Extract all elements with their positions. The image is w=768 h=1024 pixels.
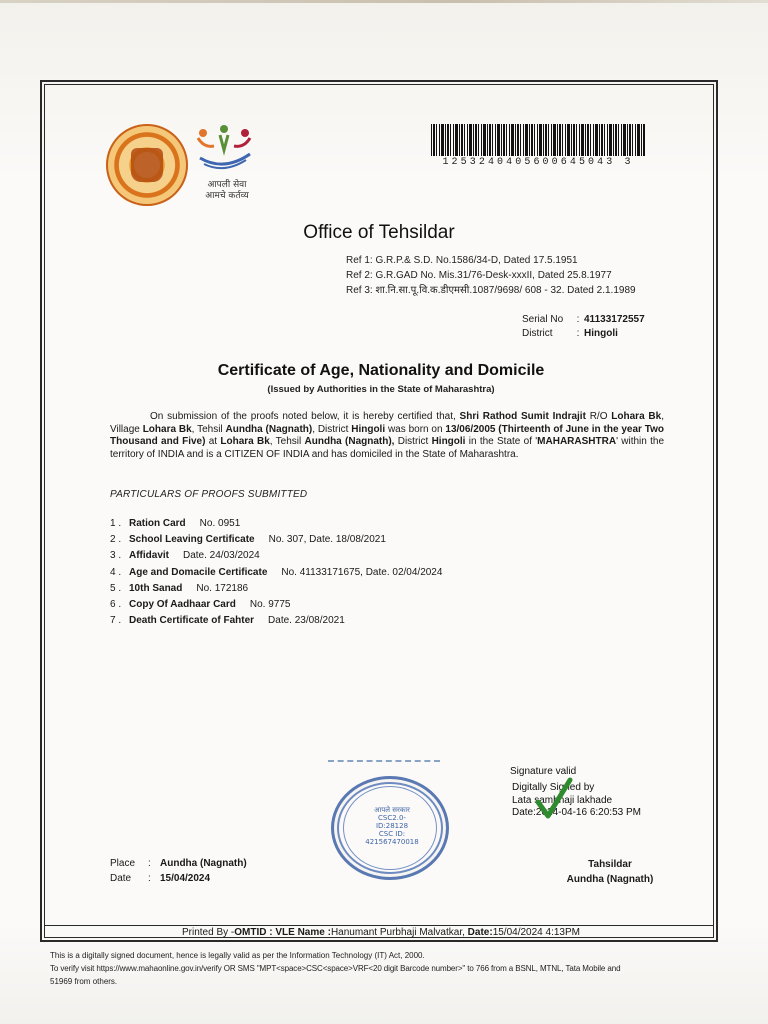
footer-note <box>50 949 722 988</box>
reference-line: Ref 2: G.R.GAD No. Mis.31/76-Desk-xxxII, Dated 25.8.1977 <box>346 270 612 281</box>
proof-number: 6 . <box>110 599 122 611</box>
birth-district: Hingoli <box>431 436 466 447</box>
seal-line: CSC2.0-ID:28128 <box>375 814 409 830</box>
proof-detail: Date. 24/03/2024 <box>183 550 260 562</box>
proof-detail: No. 41133171675, Date. 02/04/2024 <box>281 566 443 578</box>
authority-title: Tahsildar <box>588 859 632 870</box>
paper-top-edge <box>0 0 768 3</box>
tehsil-name: Aundha (Nagnath) <box>225 423 313 435</box>
signature-line: Date:2024-04-16 6:20:53 PM <box>512 807 641 818</box>
printed-prefix: Printed By - <box>182 927 235 938</box>
footer-line: 51969 from others. <box>50 977 118 986</box>
colon: : <box>148 873 151 884</box>
body-text: , District <box>312 423 352 435</box>
footer-line: This is a digitally signed document, hence is legally valid as per the Information Technology (IT) Act, 2000. <box>50 951 425 960</box>
seal-text <box>365 806 419 856</box>
place-value: Aundha (Nagnath) <box>160 858 247 869</box>
proof-name: School Leaving Certificate <box>129 534 255 546</box>
proof-name: Ration Card <box>129 518 186 529</box>
signature-valid-label: Signature valid <box>510 766 577 777</box>
body-text: , Tehsil <box>269 436 305 447</box>
place-date-block <box>110 856 247 886</box>
omtid-label: OMTID : VLE Name : <box>234 927 331 938</box>
barcode-number: 1253240405600645043 3 <box>442 157 634 168</box>
list-item <box>110 581 442 597</box>
proof-name: 10th Sanad <box>129 582 183 594</box>
seal-line: आपले सरकार <box>374 806 410 814</box>
reference-line: Ref 3: शा.नि.सा.पू.वि.क.डीएमसी.1087/9698/ 608 - 32. Dated 2.1.1989 <box>346 285 636 296</box>
colon: : <box>148 858 151 869</box>
birth-tehsil: Aundha (Nagnath), <box>304 436 395 447</box>
barcode-icon <box>431 124 645 156</box>
proof-detail: No. 9775 <box>249 599 291 611</box>
colon: : <box>576 328 580 339</box>
proof-number: 4 . <box>110 566 122 578</box>
body-text: , Tehsil <box>191 423 226 435</box>
state-name: MAHARASHTRA <box>537 436 617 447</box>
print-date-label: Date: <box>467 927 493 938</box>
digital-signature <box>512 782 641 820</box>
body-text: District <box>394 436 432 447</box>
printed-by-bar <box>44 925 714 938</box>
birth-place: Lohara Bk <box>220 436 270 447</box>
village-name: Lohara Bk <box>142 423 192 435</box>
proof-name: Affidavit <box>129 550 169 562</box>
list-item <box>110 597 442 613</box>
proof-detail: No. 172186 <box>196 582 249 594</box>
proof-detail: Date. 23/08/2021 <box>268 615 345 627</box>
body-text: , Village <box>110 411 664 435</box>
signature-check-icon <box>534 776 574 822</box>
list-item <box>110 516 442 532</box>
seva-tagline-line2: आमचे कर्तव्य <box>205 191 249 201</box>
seva-tagline-line1: आपली सेवा <box>207 180 247 190</box>
holder-name: Shri Rathod Sumit Indrajit <box>459 411 586 422</box>
body-text: ' within the territory of INDIA and is a CITIZEN OF INDIA and has domiciled in the State of Maharashtra. <box>110 436 665 460</box>
proof-number: 7 . <box>110 615 122 627</box>
footer-line: To verify visit https://www.mahaonline.gov.in/verify OR SMS "MPT<space>CSC<space>VRF<20 digit Barcode number>" to 766 from a BSNL, MTNL, Tata Mobile and <box>50 964 621 973</box>
reference-line: Ref 1: G.R.P.& S.D. No.1586/34-D, Dated 17.5.1951 <box>346 255 578 266</box>
residence-place: Lohara Bk <box>611 411 662 422</box>
emblem-seal-center <box>131 148 163 182</box>
print-date-value: 15/04/2024 4:13PM <box>492 927 580 938</box>
date-of-birth: 13/06/2005 (Thirteenth of June in the year Two Thousand and Five) <box>110 423 664 447</box>
proofs-list <box>110 516 442 629</box>
signature-line: Lata sambhaji lakhade <box>512 794 613 806</box>
date-label: Date <box>110 873 132 884</box>
proof-name: Death Certificate of Fahter <box>129 615 255 627</box>
list-item <box>110 565 442 581</box>
seal-line: 421567470018 <box>365 838 419 846</box>
certificate-body <box>110 411 664 461</box>
reference-list <box>346 253 636 298</box>
serial-label: Serial No <box>522 314 564 325</box>
proof-detail: No. 0951 <box>199 518 241 529</box>
certificate-title: Certificate of Age, Nationality and Domicile <box>217 362 545 379</box>
colon: : <box>576 314 580 325</box>
certificate-subtitle: (Issued by Authorities in the State of Maharashtra) <box>267 384 495 395</box>
proof-number: 5 . <box>110 582 122 594</box>
seal-line: CSC ID: <box>378 830 406 838</box>
district-label: District <box>522 328 553 339</box>
body-text: in the State of ' <box>465 436 538 447</box>
proof-name: Age and Domacile Certificate <box>129 566 268 578</box>
list-item <box>110 548 442 564</box>
proof-number: 2 . <box>110 534 122 546</box>
serial-block <box>522 313 645 341</box>
authority-location: Aundha (Nagnath) <box>566 874 654 885</box>
list-item <box>110 532 442 548</box>
signature-line: Digitally Signed by <box>512 782 595 793</box>
seva-tagline <box>199 180 255 202</box>
serial-value: 41133172557 <box>584 314 645 325</box>
district-name: Hingoli <box>351 423 386 435</box>
proof-detail: No. 307, Date. 18/08/2021 <box>268 534 386 546</box>
date-value: 15/04/2024 <box>160 873 211 884</box>
proof-number: 1 . <box>110 518 122 529</box>
proof-number: 3 . <box>110 550 122 562</box>
body-text: On submission of the proofs noted below, it is hereby certified that, <box>150 411 460 422</box>
place-label: Place <box>110 858 136 869</box>
body-text: R/O <box>585 411 612 422</box>
vle-name: Hanumant Purbhaji Malvatkar, <box>330 927 468 938</box>
body-text: at <box>205 436 221 447</box>
list-item <box>110 613 442 629</box>
issuing-authority <box>560 857 660 887</box>
proofs-heading: PARTICULARS OF PROOFS SUBMITTED <box>110 489 308 500</box>
stamp-mark-line <box>328 760 440 768</box>
body-text: was born on <box>385 423 446 435</box>
aaple-sarkar-logo-icon <box>194 124 256 174</box>
office-title: Office of Tehsildar <box>303 222 455 243</box>
proof-name: Copy Of Aadhaar Card <box>129 599 236 611</box>
district-value: Hingoli <box>584 328 618 339</box>
